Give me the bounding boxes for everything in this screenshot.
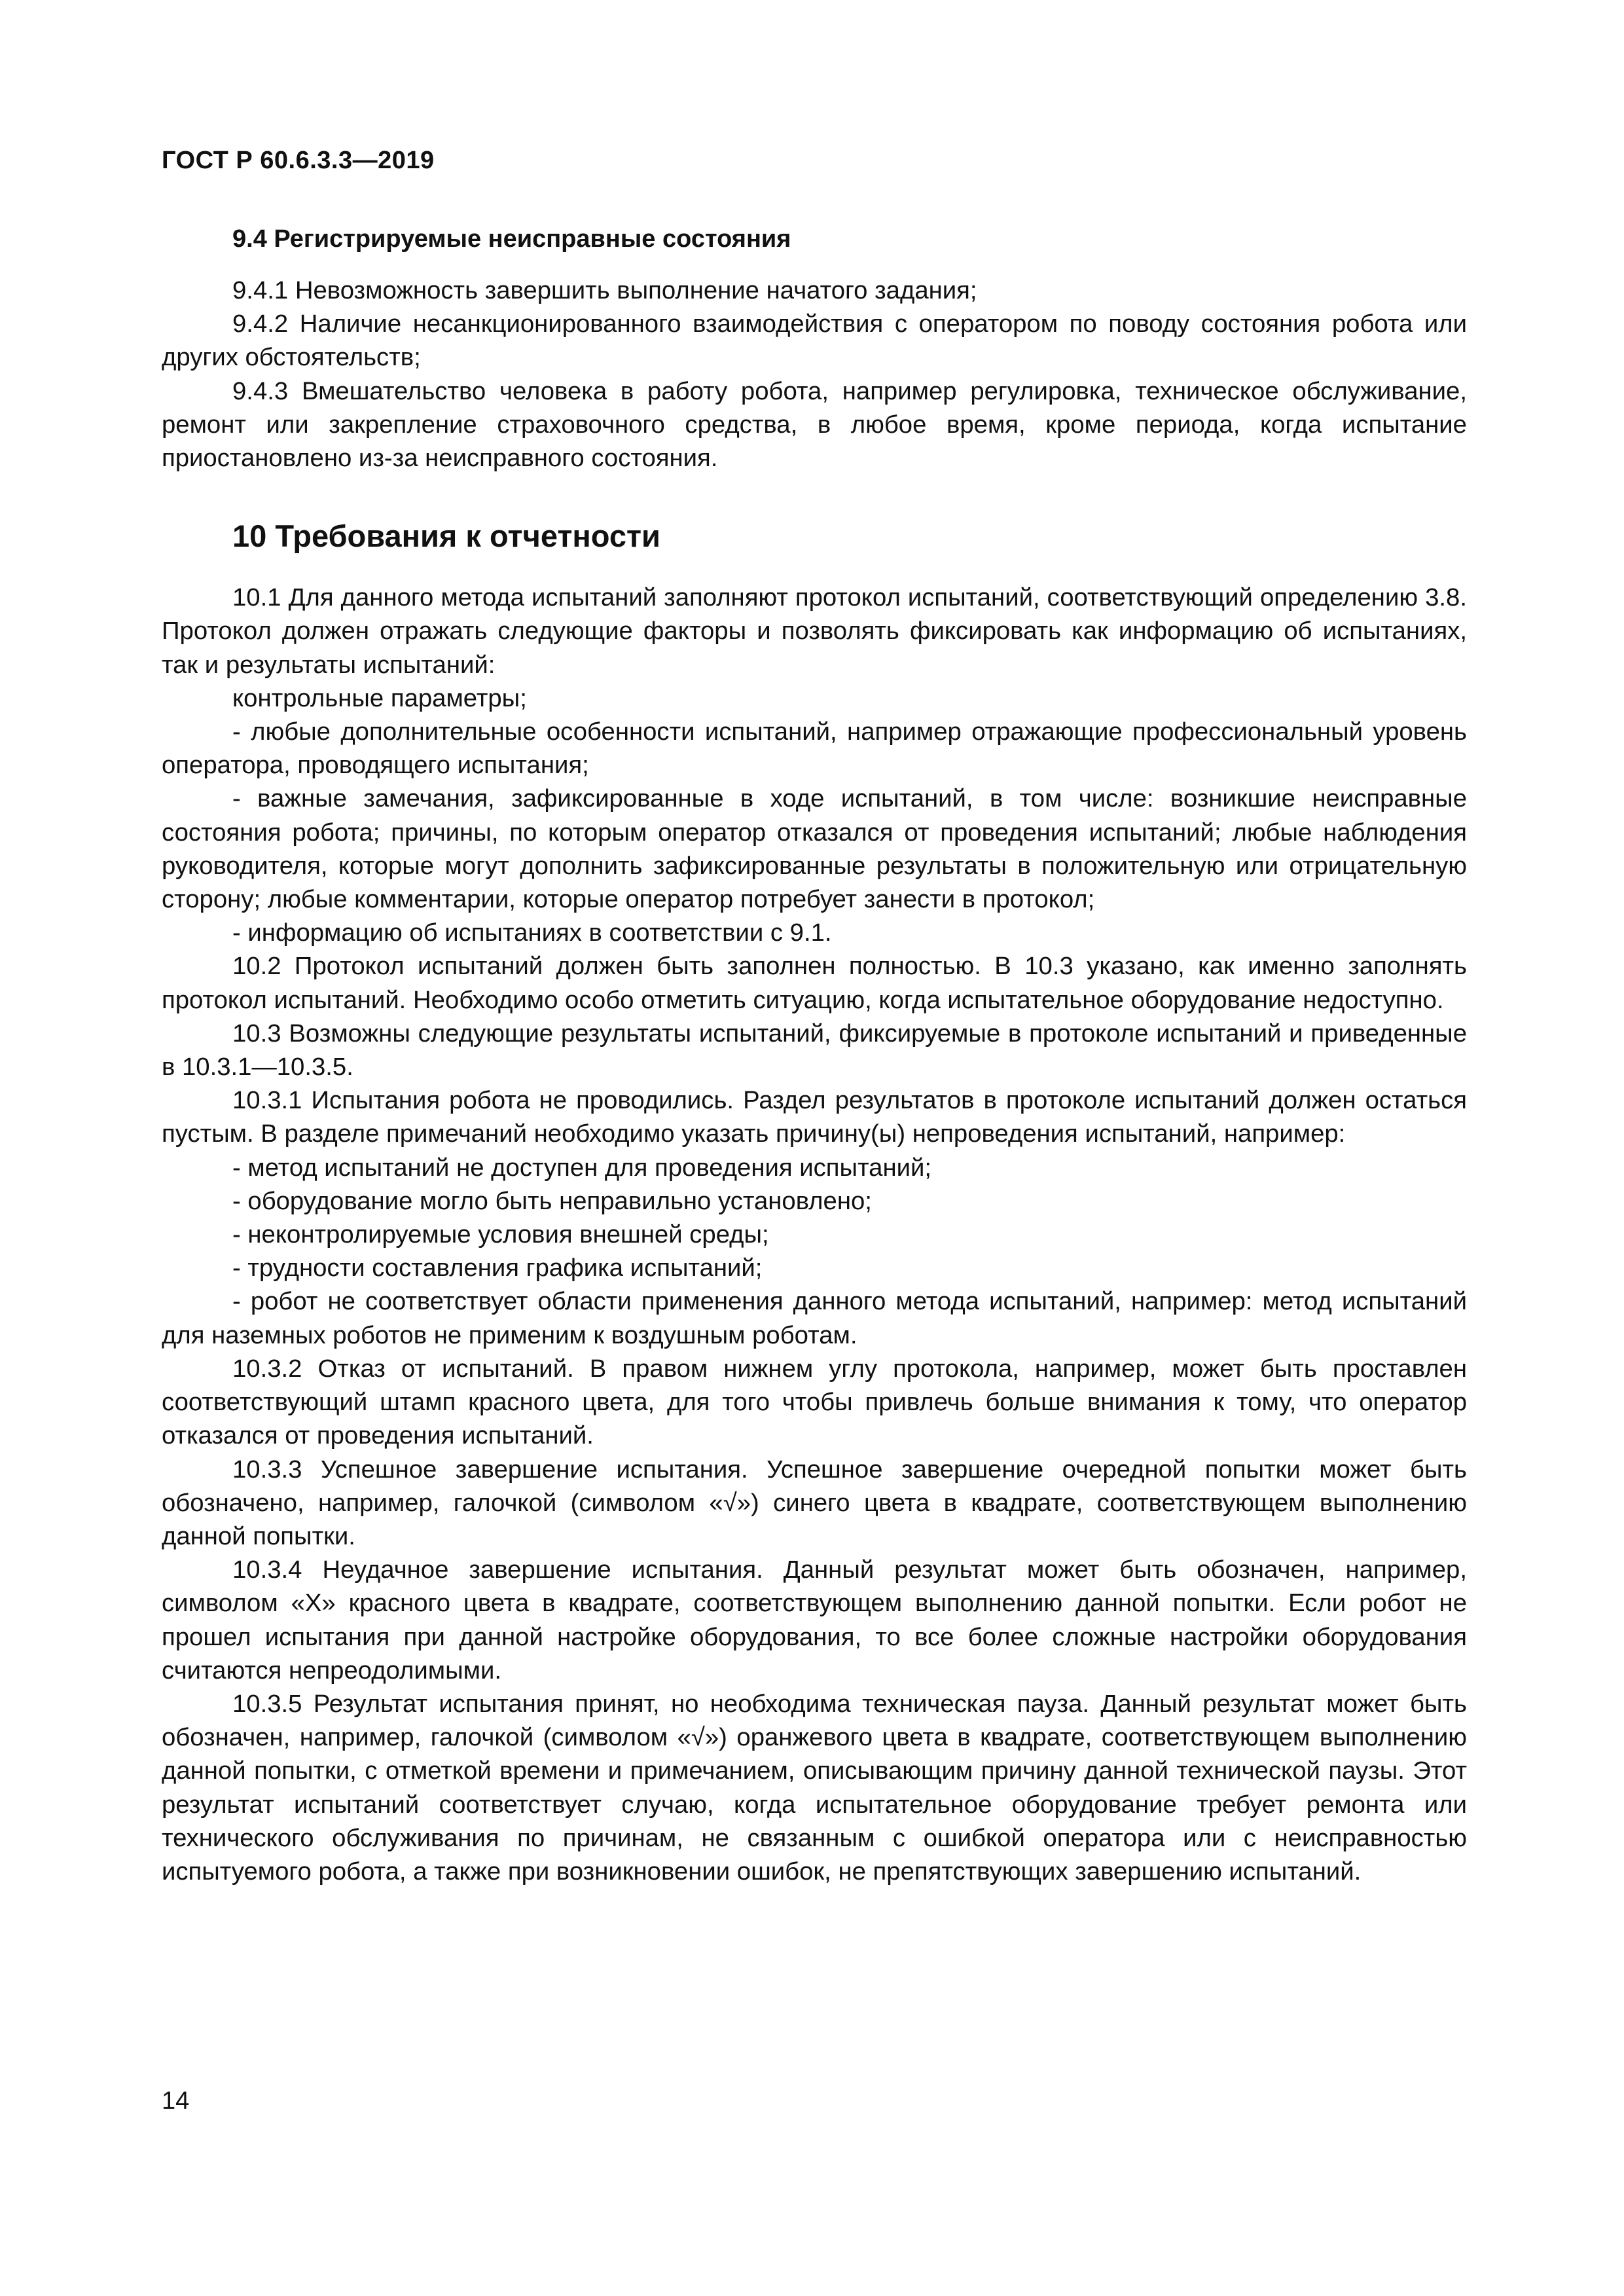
paragraph-10-1: 10.1 Для данного метода испытаний заполняют протокол испытаний, соответствующий определению 3.8. Протокол должен отражать следующие факторы и позволять фиксировать как информацию об испытаниях, так и результаты испытаний: (162, 583, 1467, 679)
section-heading-9-4: 9.4 Регистрируемые неисправные состояния (232, 225, 791, 253)
document-body (162, 223, 1467, 1888)
list-item: - трудности составления графика испытаний; (232, 1254, 763, 1283)
chapter-heading-10: 10 Требования к отчетности (232, 519, 660, 554)
list-item: - неконтролируемые условия внешней среды; (232, 1220, 769, 1249)
paragraph-10-3-5: 10.3.5 Результат испытания принят, но необходима техническая пауза. Данный результат может быть обозначен, например, галочкой (символом «√») оранжевого цвета в квадрате, соответствующем выполнению данной попытки, с отметкой времени и примечанием, описывающим причину данной технической паузы. Этот результат испытаний соответствует случаю, когда испытательное оборудование требует ремонта или технического обслуживания по причинам, не связанным с ошибкой оператора или с неисправностью испытуемого робота, а также при возникновении ошибок, не препятствующих завершению испытаний. (162, 1689, 1467, 1886)
list-item: - любые дополнительные особенности испытаний, например отражающие профессиональный уровень оператора, проводящего испытания; (162, 718, 1467, 780)
list-item: - важные замечания, зафиксированные в ходе испытаний, в том числе: возникшие неисправные состояния робота; причины, по которым оператор отказался от проведения испытаний; любые наблюдения руководителя, которые могут дополнить зафиксированные результаты в положительную или отрицательную сторону; любые комментарии, которые оператор потребует занести в протокол; (162, 784, 1467, 914)
list-item: - метод испытаний не доступен для проведения испытаний; (232, 1153, 932, 1182)
paragraph-10-3-1: 10.3.1 Испытания робота не проводились. Раздел результатов в протоколе испытаний должен остаться пустым. В разделе примечаний необходимо указать причину(ы) непроведения испытаний, например: (162, 1086, 1467, 1148)
paragraph-9-4-3: 9.4.3 Вмешательство человека в работу робота, например регулировка, техническое обслуживание, ремонт или закрепление страховочного средства, в любое время, кроме периода, когда испытание приостановлено из-за неисправного состояния. (162, 376, 1467, 473)
document-header: ГОСТ Р 60.6.3.3—2019 (162, 147, 435, 174)
list-item: - оборудование могло быть неправильно установлено; (232, 1186, 872, 1215)
list-item: контрольные параметры; (232, 683, 527, 712)
paragraph-10-3-3: 10.3.3 Успешное завершение испытания. Успешное завершение очередной попытки может быть обозначено, например, галочкой (символом «√») синего цвета в квадрате, соответствующем выполнению данной попытки. (162, 1455, 1467, 1550)
paragraph-10-3: 10.3 Возможны следующие результаты испытаний, фиксируемые в протоколе испытаний и приведенные в 10.3.1—10.3.5. (162, 1019, 1467, 1082)
paragraph-10-2: 10.2 Протокол испытаний должен быть заполнен полностью. В 10.3 указано, как именно заполнять протокол испытаний. Необходимо особо отметить ситуацию, когда испытательное оборудование недоступно. (162, 952, 1467, 1014)
page-number: 14 (162, 2087, 190, 2115)
list-item: - информацию об испытаниях в соответствии с 9.1. (232, 919, 832, 947)
list-item: - робот не соответствует области применения данного метода испытаний, например: метод испытаний для наземных роботов не применим к воздушным роботам. (162, 1287, 1467, 1349)
paragraph-10-3-2: 10.3.2 Отказ от испытаний. В правом нижнем углу протокола, например, может быть проставлен соответствующий штамп красного цвета, для того чтобы привлечь больше внимания к тому, что оператор отказался от проведения испытаний. (162, 1354, 1467, 1450)
paragraph-9-4-2: 9.4.2 Наличие несанкционированного взаимодействия с оператором по поводу состояния робота или других обстоятельств; (162, 310, 1467, 372)
paragraph-10-3-4: 10.3.4 Неудачное завершение испытания. Данный результат может быть обозначен, например, символом «X» красного цвета в квадрате, соответствующем выполнению данной попытки. Если робот не прошел испытания при данной настройке оборудования, то все более сложные настройки оборудования считаются непреодолимыми. (162, 1556, 1467, 1685)
paragraph-9-4-1: 9.4.1 Невозможность завершить выполнение начатого задания; (232, 276, 977, 304)
